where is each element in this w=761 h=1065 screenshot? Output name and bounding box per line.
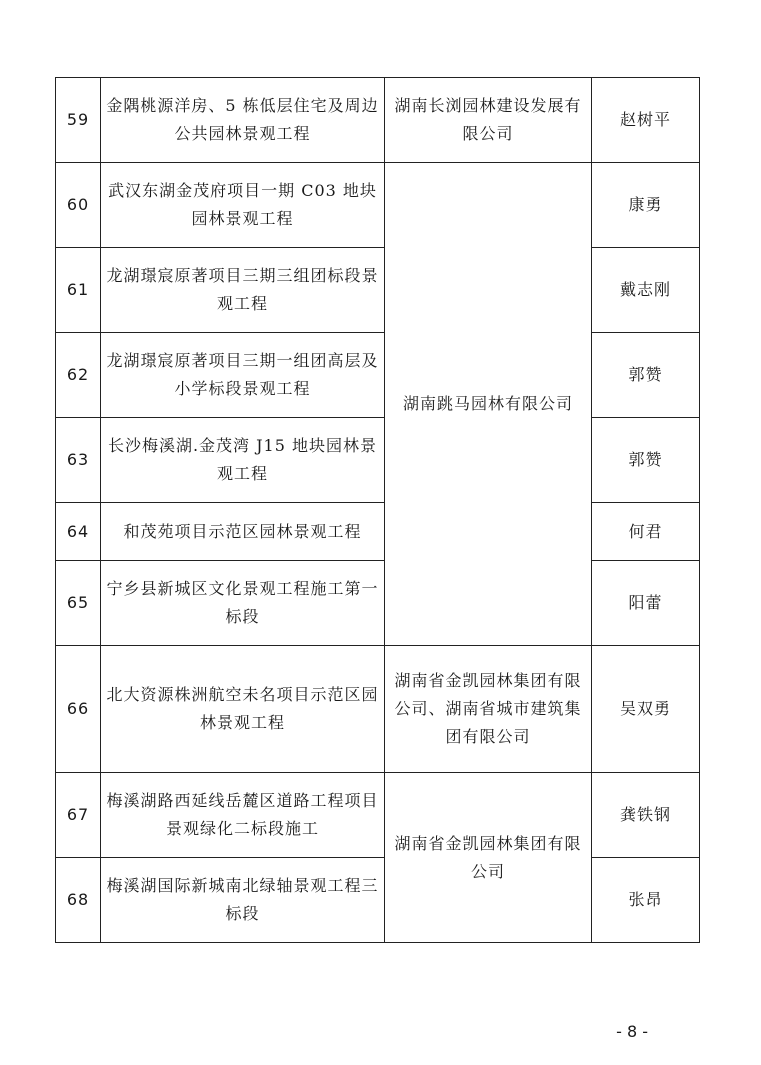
- table-row: [56, 248, 700, 333]
- table-row: [56, 333, 700, 418]
- project-name: 梅溪湖路西延线岳麓区道路工程项目景观绿化二标段施工: [101, 773, 385, 858]
- project-manager: 何君: [592, 503, 700, 561]
- table-row: [56, 418, 700, 503]
- row-number: 67: [56, 773, 101, 858]
- row-number: 63: [56, 418, 101, 503]
- row-number: 62: [56, 333, 101, 418]
- project-name: 和茂苑项目示范区园林景观工程: [101, 503, 385, 561]
- project-name: 梅溪湖国际新城南北绿轴景观工程三标段: [101, 858, 385, 943]
- project-manager: 赵树平: [592, 78, 700, 163]
- page-number: - 8 -: [616, 1022, 648, 1041]
- project-manager: 戴志刚: [592, 248, 700, 333]
- project-manager: 郭赞: [592, 333, 700, 418]
- row-number: 60: [56, 163, 101, 248]
- project-manager: 阳蕾: [592, 561, 700, 646]
- project-manager: 吴双勇: [592, 646, 700, 773]
- company-name: 湖南跳马园林有限公司: [385, 163, 592, 646]
- table-row: [56, 646, 700, 773]
- row-number: 65: [56, 561, 101, 646]
- project-name: 武汉东湖金茂府项目一期 C03 地块园林景观工程: [101, 163, 385, 248]
- row-number: 61: [56, 248, 101, 333]
- table-row: [56, 858, 700, 943]
- table-row: [56, 773, 700, 858]
- project-name: 龙湖璟宸原著项目三期一组团高层及小学标段景观工程: [101, 333, 385, 418]
- company-name: 湖南省金凯园林集团有限公司、湖南省城市建筑集团有限公司: [385, 646, 592, 773]
- project-name: 金隅桃源洋房、5 栋低层住宅及周边公共园林景观工程: [101, 78, 385, 163]
- project-name: 宁乡县新城区文化景观工程施工第一标段: [101, 561, 385, 646]
- project-manager: 龚铁钢: [592, 773, 700, 858]
- project-name: 北大资源株洲航空未名项目示范区园林景观工程: [101, 646, 385, 773]
- table-row: [56, 561, 700, 646]
- row-number: 68: [56, 858, 101, 943]
- project-manager: 郭赞: [592, 418, 700, 503]
- project-manager: 张昂: [592, 858, 700, 943]
- row-number: 64: [56, 503, 101, 561]
- table-row: [56, 78, 700, 163]
- company-name: 湖南长浏园林建设发展有限公司: [385, 78, 592, 163]
- row-number: 59: [56, 78, 101, 163]
- table-row: [56, 163, 700, 248]
- project-name: 长沙梅溪湖.金茂湾 J15 地块园林景观工程: [101, 418, 385, 503]
- table-row: [56, 503, 700, 561]
- project-name: 龙湖璟宸原著项目三期三组团标段景观工程: [101, 248, 385, 333]
- company-name: 湖南省金凯园林集团有限公司: [385, 773, 592, 943]
- project-manager: 康勇: [592, 163, 700, 248]
- row-number: 66: [56, 646, 101, 773]
- award-table: [55, 77, 700, 943]
